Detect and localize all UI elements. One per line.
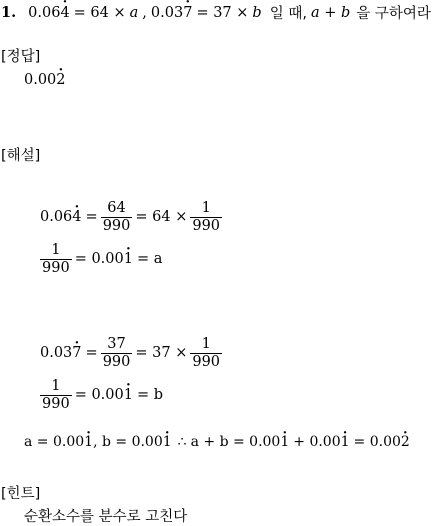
answer-value: 0.002 · xyxy=(24,72,66,88)
block1-line2-decimal: = 0.001 · xyxy=(75,251,133,267)
block2-frac: $\frac{37}{990}$ xyxy=(102,336,131,370)
block1-line2-frac: $\frac{1}{990}$ xyxy=(42,242,70,276)
concl-result: = 0.002 · xyxy=(354,434,410,450)
decimal-b: 0.037 · xyxy=(151,5,193,21)
sep: , xyxy=(142,4,147,21)
eq-a: = 64 × xyxy=(73,4,126,21)
when-text: 일 때, xyxy=(269,6,307,22)
answer-label: [정답] xyxy=(1,49,41,65)
block2-line2 xyxy=(40,378,163,412)
block1-frac: $\frac{64}{990}$ xyxy=(102,200,131,234)
var-a: a xyxy=(129,4,139,21)
hint-label: [힌트] xyxy=(1,486,41,502)
question-line xyxy=(1,2,431,23)
block2-mult: = 37 × xyxy=(135,345,188,362)
block1-mult: = 64 × xyxy=(135,209,188,226)
block1-lhs: 0.064 · xyxy=(40,209,82,225)
ask-text: 을 구하여라 xyxy=(356,6,431,22)
sum-expr: a + b xyxy=(310,4,351,21)
hint-text: 순환소수를 분수로 고친다 xyxy=(24,509,188,525)
therefore-symbol: ∴ xyxy=(177,434,187,450)
block1-line2-var: = a xyxy=(136,251,163,268)
block1-line1: 0.064 · = $\frac{64}{990}$ = 64 × $\frac{1}{990}$ xyxy=(40,200,225,234)
var-b: b xyxy=(252,4,262,21)
block2-line2-decimal: = 0.001 · xyxy=(75,387,133,403)
decimal-a: 0.064 · xyxy=(28,5,70,21)
concl-plus: + 0.001 · xyxy=(293,434,349,450)
concl-sum: a + b = 0.001 · xyxy=(191,434,290,450)
explanation-label: [해설] xyxy=(1,148,41,164)
block2-lhs: 0.037 · xyxy=(40,345,82,361)
question-number: 1. xyxy=(1,4,17,21)
block2-line1: 0.037 · = $\frac{37}{990}$ = 37 × $\frac{1}{990}$ xyxy=(40,336,225,370)
block2-line2-frac: $\frac{1}{990}$ xyxy=(42,378,70,412)
block2-frac2: $\frac{1}{990}$ xyxy=(192,336,221,370)
block1-frac2: $\frac{1}{990}$ xyxy=(192,200,221,234)
concl-b: , b = 0.001 · xyxy=(93,434,172,450)
block1-line2 xyxy=(40,242,162,276)
conclusion-line xyxy=(24,434,410,450)
concl-a: a = 0.001 · xyxy=(24,434,93,450)
eq-b: = 37 × xyxy=(196,4,249,21)
block2-line2-var: = b xyxy=(136,387,164,404)
